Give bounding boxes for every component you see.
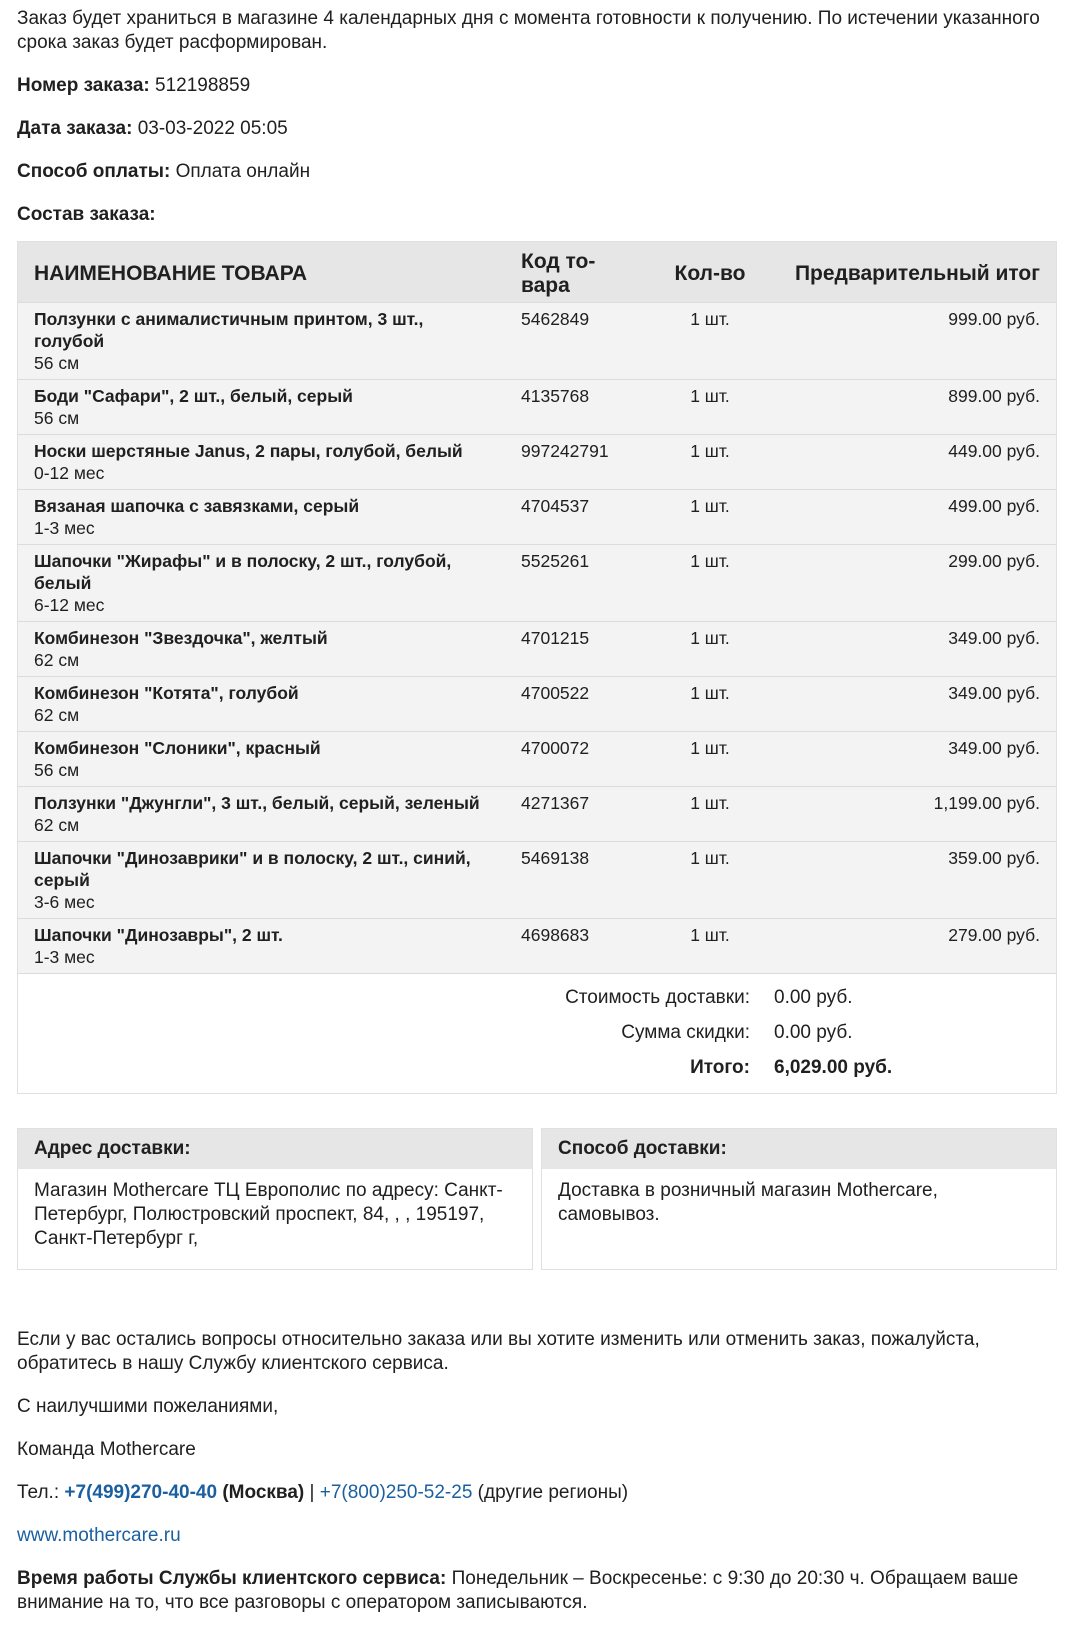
product-name: Боди "Сафари", 2 шт., белый, серый: [34, 386, 353, 406]
order-totals: [18, 973, 1056, 1093]
product-name: Комбинезон "Слоники", красный: [34, 738, 321, 758]
delivery-method-box: [541, 1128, 1057, 1270]
product-qty: 1 шт.: [655, 303, 765, 380]
order-number: [17, 74, 1058, 98]
delivery-cost-label: Стоимость доставки:: [565, 987, 750, 1008]
product-name: Комбинезон "Котята", голубой: [34, 683, 299, 703]
product-code: 5462849: [505, 303, 655, 380]
product-code: 5469138: [505, 842, 655, 919]
order-date-value: 03-03-2022 05:05: [137, 118, 288, 139]
product-size: 56 см: [34, 760, 80, 780]
column-header-name: НАИМЕНОВАНИЕ ТОВАРА: [18, 242, 505, 303]
order-number-value: 512198859: [155, 75, 251, 96]
product-size: 62 см: [34, 705, 80, 725]
discount-label: Сумма скидки:: [621, 1022, 750, 1043]
product-size: 56 см: [34, 408, 80, 428]
regards-text: С наилучшими пожеланиями,: [17, 1396, 279, 1417]
product-code: 4700072: [505, 732, 655, 787]
product-name: Ползунки с анималистичным принтом, 3 шт., голубой: [34, 309, 424, 351]
grand-total-label: Итого:: [690, 1057, 750, 1078]
phone-moscow-link[interactable]: +7(499)270-40-40: [64, 1482, 218, 1503]
product-size: 62 см: [34, 815, 80, 835]
product-code: 4700522: [505, 677, 655, 732]
service-hours-text: Понедельник – Воскресенье: с 9:30 до 20:30 ч. Обращаем ваше внимание на то, что все разговоры с оператором записываются.: [17, 1568, 1019, 1613]
table-row: [18, 303, 1056, 380]
table-row: [18, 842, 1056, 919]
product-qty: 1 шт.: [655, 545, 765, 622]
service-hours-label: Время работы Службы клиентского сервиса:: [17, 1568, 447, 1589]
product-total: 449.00 руб.: [765, 435, 1056, 490]
product-qty: 1 шт.: [655, 732, 765, 787]
product-qty: 1 шт.: [655, 677, 765, 732]
product-total: 1,199.00 руб.: [765, 787, 1056, 842]
payment-method-label: Способ оплаты:: [17, 161, 171, 182]
product-total: 359.00 руб.: [765, 842, 1056, 919]
product-qty: 1 шт.: [655, 919, 765, 974]
table-header-row: [18, 242, 1056, 303]
product-total: 299.00 руб.: [765, 545, 1056, 622]
product-name: Вязаная шапочка с завязками, серый: [34, 496, 360, 516]
column-header-code: Код то-вара: [505, 242, 655, 303]
delivery-info: [17, 1128, 1057, 1270]
regions-label: (другие регионы): [477, 1482, 629, 1503]
website-line: [17, 1524, 1058, 1548]
order-number-label: Номер заказа:: [17, 75, 150, 96]
questions-text: Если у вас остались вопросы относительно заказа или вы хотите изменить или отменить заказ, пожалуйста, обратитесь в нашу Службу клиентского сервиса.: [17, 1329, 980, 1374]
service-hours: [17, 1567, 1058, 1615]
grand-total-row: [18, 1050, 1056, 1085]
phone-line: [17, 1481, 1058, 1505]
delivery-address-text: Магазин Mothercare ТЦ Европолис по адресу: Санкт-Петербург, Полюстровский проспект, 84, , , 195197, Санкт-Петербург г,: [34, 1180, 503, 1249]
table-row: [18, 787, 1056, 842]
phone-regions-link[interactable]: +7(800)250-52-25: [319, 1482, 473, 1503]
table-row: [18, 435, 1056, 490]
product-size: 56 см: [34, 353, 80, 373]
product-code: 4271367: [505, 787, 655, 842]
product-code: 997242791: [505, 435, 655, 490]
order-date-label: Дата заказа:: [17, 118, 133, 139]
product-qty: 1 шт.: [655, 380, 765, 435]
table-row: [18, 677, 1056, 732]
delivery-cost-row: [18, 980, 1056, 1015]
product-code: 5525261: [505, 545, 655, 622]
product-qty: 1 шт.: [655, 435, 765, 490]
product-code: 4698683: [505, 919, 655, 974]
payment-method-value: Оплата онлайн: [175, 161, 311, 182]
table-row: [18, 919, 1056, 974]
product-size: 6-12 мес: [34, 595, 105, 615]
discount-row: [18, 1015, 1056, 1050]
delivery-method-text: Доставка в розничный магазин Mothercare, самовывоз.: [558, 1180, 938, 1225]
column-header-total: Предварительный итог: [765, 242, 1056, 303]
website-link[interactable]: www.mothercare.ru: [17, 1525, 181, 1546]
product-code: 4135768: [505, 380, 655, 435]
order-date: [17, 117, 1058, 141]
product-name: Комбинезон "Звездочка", желтый: [34, 628, 328, 648]
product-total: 499.00 руб.: [765, 490, 1056, 545]
order-items-table: [18, 242, 1056, 973]
phone-label: Тел.:: [17, 1482, 60, 1503]
product-total: 349.00 руб.: [765, 622, 1056, 677]
product-total: 999.00 руб.: [765, 303, 1056, 380]
moscow-label: (Москва): [222, 1482, 305, 1503]
product-total: 349.00 руб.: [765, 732, 1056, 787]
email-footer: [17, 1328, 1058, 1615]
product-total: 349.00 руб.: [765, 677, 1056, 732]
product-size: 3-6 мес: [34, 892, 95, 912]
composition-heading: [17, 203, 1058, 227]
product-qty: 1 шт.: [655, 622, 765, 677]
product-name: Шапочки "Жирафы" и в полоску, 2 шт., голубой, белый: [34, 551, 452, 593]
delivery-address-box: [17, 1128, 533, 1270]
product-code: 4701215: [505, 622, 655, 677]
grand-total-value: 6,029.00 руб.: [774, 1057, 893, 1078]
phone-separator: |: [309, 1482, 315, 1503]
product-qty: 1 шт.: [655, 490, 765, 545]
discount-value: 0.00 руб.: [774, 1022, 853, 1043]
product-qty: 1 шт.: [655, 787, 765, 842]
table-row: [18, 732, 1056, 787]
order-items-panel: [17, 241, 1057, 1094]
table-row: [18, 545, 1056, 622]
delivery-cost-value: 0.00 руб.: [774, 987, 853, 1008]
team-signature: Команда Mothercare: [17, 1439, 196, 1460]
product-total: 899.00 руб.: [765, 380, 1056, 435]
product-size: 1-3 мес: [34, 518, 95, 538]
product-qty: 1 шт.: [655, 842, 765, 919]
product-size: 1-3 мес: [34, 947, 95, 967]
delivery-method-title: Способ доставки:: [542, 1129, 1056, 1169]
composition-label: Состав заказа:: [17, 204, 156, 225]
product-name: Ползунки "Джунгли", 3 шт., белый, серый, зеленый: [34, 793, 480, 813]
payment-method: [17, 160, 1058, 184]
product-total: 279.00 руб.: [765, 919, 1056, 974]
column-header-qty: Кол-во: [655, 242, 765, 303]
product-name: Шапочки "Динозавры", 2 шт.: [34, 925, 283, 945]
product-name: Шапочки "Динозаврики" и в полоску, 2 шт., синий, серый: [34, 848, 471, 890]
storage-notice: Заказ будет храниться в магазине 4 календарных дня с момента готовности к получению. По истечении указанного срока заказ будет расформирован.: [17, 8, 1040, 53]
delivery-address-title: Адрес доставки:: [18, 1129, 532, 1169]
product-code: 4704537: [505, 490, 655, 545]
table-row: [18, 622, 1056, 677]
product-name: Носки шерстяные Janus, 2 пары, голубой, белый: [34, 441, 463, 461]
product-size: 62 см: [34, 650, 80, 670]
product-size: 0-12 мес: [34, 463, 105, 483]
table-row: [18, 490, 1056, 545]
table-row: [18, 380, 1056, 435]
